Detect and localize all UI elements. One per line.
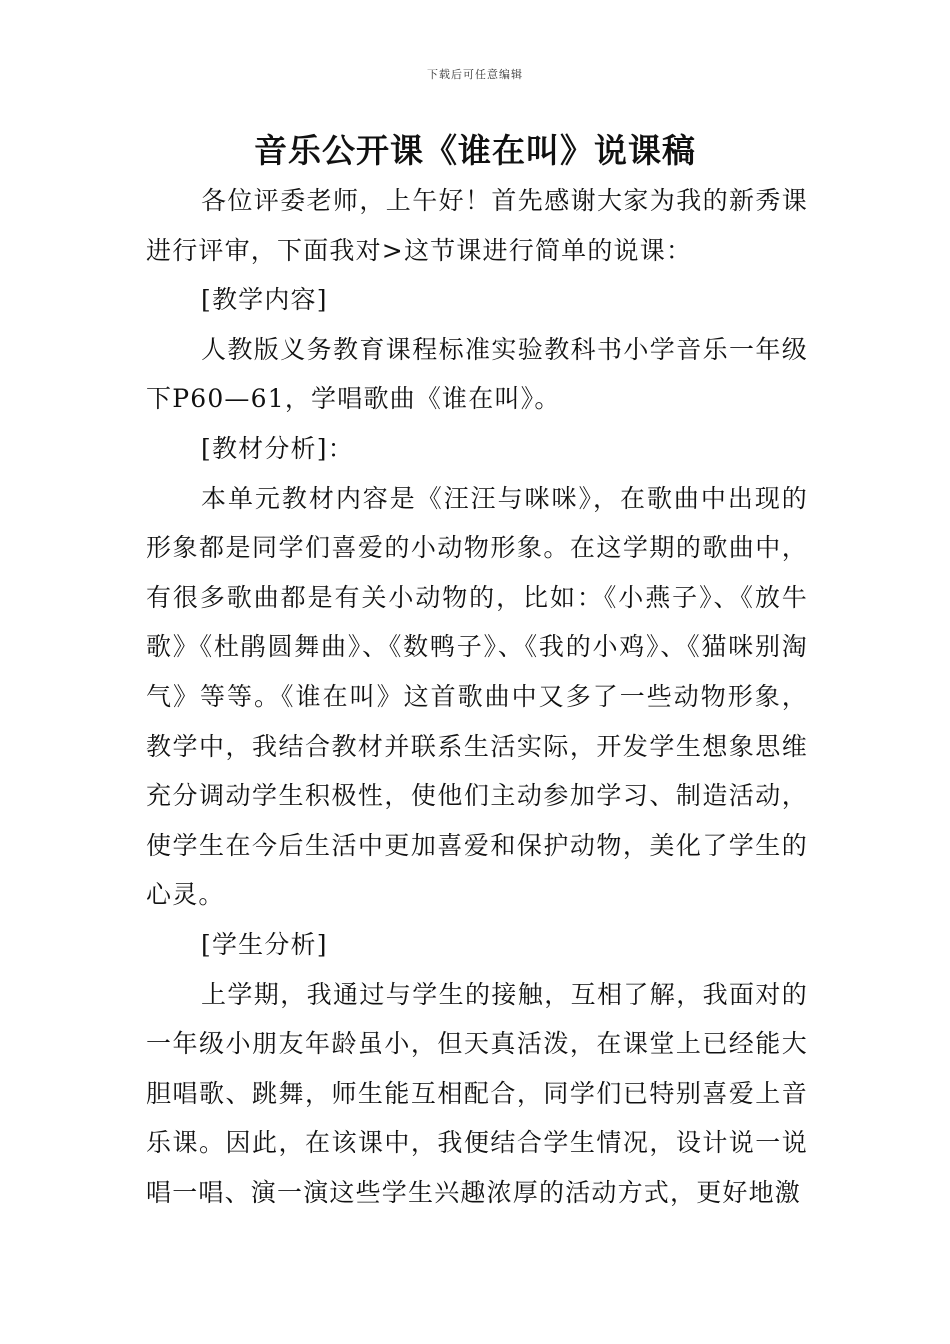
section-heading-teaching-content: [教学内容] [201,285,328,315]
paragraph-student-analysis: 上学期，我通过与学生的接触，互相了解，我面对的一年级小朋友年龄虽小，但天真活泼，在课堂上已经能大胆唱歌、跳舞，师生能互相配合，同学们已特别喜爱上音乐课。因此，在该课中，我便结合学生情况，设计说一说唱一唱、演一演这些学生兴趣浓厚的活动方式，更好地激 [146,979,808,1207]
header-note: 下载后可任意编辑 [427,68,523,81]
paragraph-material-analysis: 本单元教材内容是《汪汪与咪咪》，在歌曲中出现的形象都是同学们喜爱的小动物形象。在这学期的歌曲中，有很多歌曲都是有关小动物的，比如：《小燕子》、《放牛歌》《杜鹃圆舞曲》、《数鸭子》、《我的小鸡》、《猫咪别淘气》等等。《谁在叫》这首歌曲中又多了一些动物形象，教学中，我结合教材并联系生活实际，开发学生想象思维充分调动学生积极性，使他们主动参加学习、制造活动，使学生在今后生活中更加喜爱和保护动物，美化了学生的心灵。 [146,483,808,910]
section-heading-student-analysis: [学生分析] [201,929,328,959]
section-heading-material-analysis: [教材分析]： [201,433,354,463]
paragraph-teaching-content: 人教版义务教育课程标准实验教科书小学音乐一年级下P60—61，学唱歌曲《谁在叫》。 [146,334,808,414]
paragraph-greeting: 各位评委老师，上午好！首先感谢大家为我的新秀课进行评审，下面我对>这节课进行简单的说课： [146,186,808,265]
document-title: 音乐公开课《谁在叫》说课稿 [254,131,696,170]
document-body [146,176,808,1217]
